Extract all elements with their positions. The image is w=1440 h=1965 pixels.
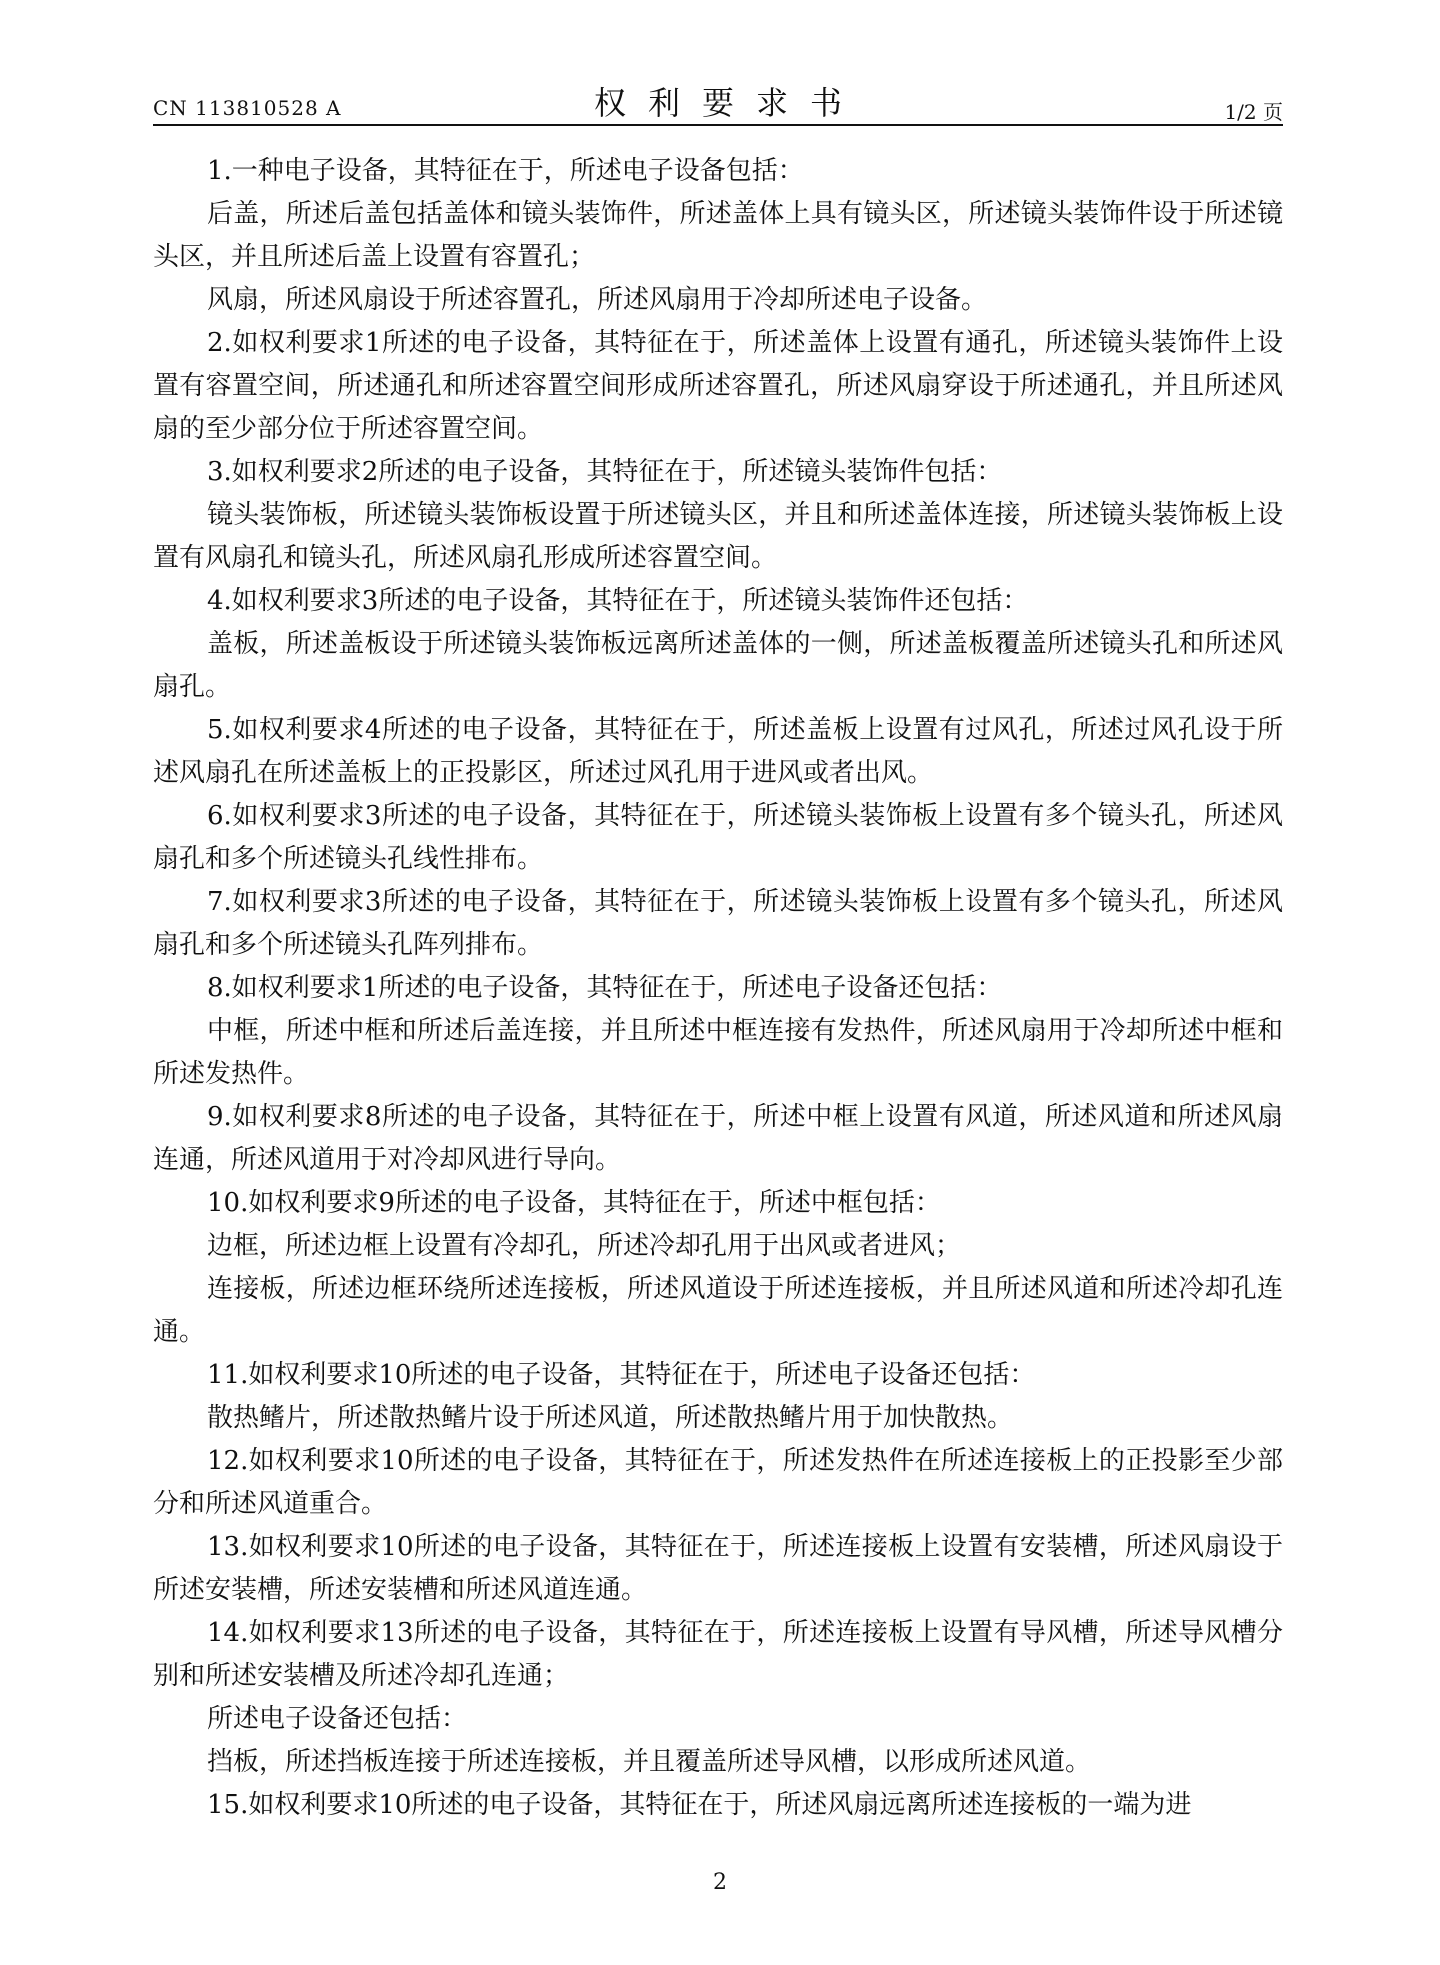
claim-paragraph: 3.如权利要求2所述的电子设备，其特征在于，所述镜头装饰件包括：: [207, 457, 1003, 487]
claim-paragraph: 边框，所述边框上设置有冷却孔，所述冷却孔用于出风或者进风；: [207, 1231, 962, 1261]
publication-number: CN 113810528 A: [153, 96, 342, 120]
claim-paragraph: 4.如权利要求3所述的电子设备，其特征在于，所述镜头装饰件还包括：: [207, 586, 1029, 616]
document-title: 权利要求书: [593, 84, 864, 122]
page-indicator: 1/2 页: [1224, 100, 1283, 124]
claim-paragraph: 1.一种电子设备，其特征在于，所述电子设备包括：: [207, 156, 804, 186]
claim-paragraph: 后盖，所述后盖包括盖体和镜头装饰件，所述盖体上具有镜头区，所述镜头装饰件设于所述镜头区，并且所述后盖上设置有容置孔；: [153, 199, 1283, 272]
claim-paragraph: 6.如权利要求3所述的电子设备，其特征在于，所述镜头装饰板上设置有多个镜头孔，所述风扇孔和多个所述镜头孔线性排布。: [153, 801, 1283, 874]
page-number: 2: [713, 1870, 727, 1895]
claim-paragraph: 11.如权利要求10所述的电子设备，其特征在于，所述电子设备还包括：: [207, 1360, 1036, 1390]
claim-paragraph: 13.如权利要求10所述的电子设备，其特征在于，所述连接板上设置有安装槽，所述风扇设于所述安装槽，所述安装槽和所述风道连通。: [153, 1532, 1283, 1605]
claim-paragraph: 15.如权利要求10所述的电子设备，其特征在于，所述风扇远离所述连接板的一端为进: [207, 1790, 1192, 1820]
claim-paragraph: 所述电子设备还包括：: [207, 1704, 468, 1734]
page-header: [153, 78, 1283, 124]
claim-paragraph: 2.如权利要求1所述的电子设备，其特征在于，所述盖体上设置有通孔，所述镜头装饰件上设置有容置空间，所述通孔和所述容置空间形成所述容置孔，所述风扇穿设于所述通孔，并且所述风扇的至少部分位于所述容置空间。: [153, 328, 1283, 444]
header-rule: [153, 124, 1283, 126]
claim-paragraph: 7.如权利要求3所述的电子设备，其特征在于，所述镜头装饰板上设置有多个镜头孔，所述风扇孔和多个所述镜头孔阵列排布。: [153, 887, 1283, 960]
claim-paragraph: 9.如权利要求8所述的电子设备，其特征在于，所述中框上设置有风道，所述风道和所述风扇连通，所述风道用于对冷却风进行导向。: [153, 1102, 1283, 1175]
claim-paragraph: 镜头装饰板，所述镜头装饰板设置于所述镜头区，并且和所述盖体连接，所述镜头装饰板上设置有风扇孔和镜头孔，所述风扇孔形成所述容置空间。: [153, 500, 1283, 573]
claim-paragraph: 5.如权利要求4所述的电子设备，其特征在于，所述盖板上设置有过风孔，所述过风孔设于所述风扇孔在所述盖板上的正投影区，所述过风孔用于进风或者出风。: [153, 715, 1283, 788]
claim-paragraph: 连接板，所述边框环绕所述连接板，所述风道设于所述连接板，并且所述风道和所述冷却孔连通。: [153, 1274, 1283, 1347]
claim-paragraph: 10.如权利要求9所述的电子设备，其特征在于，所述中框包括：: [207, 1188, 941, 1218]
claim-paragraph: 盖板，所述盖板设于所述镜头装饰板远离所述盖体的一侧，所述盖板覆盖所述镜头孔和所述风扇孔。: [153, 629, 1283, 702]
claim-paragraph: 14.如权利要求13所述的电子设备，其特征在于，所述连接板上设置有导风槽，所述导风槽分别和所述安装槽及所述冷却孔连通；: [153, 1618, 1283, 1691]
claims-body: [153, 150, 1283, 1827]
claim-paragraph: 挡板，所述挡板连接于所述连接板，并且覆盖所述导风槽，以形成所述风道。: [207, 1747, 1092, 1777]
claim-paragraph: 风扇，所述风扇设于所述容置孔，所述风扇用于冷却所述电子设备。: [207, 285, 988, 315]
claim-paragraph: 8.如权利要求1所述的电子设备，其特征在于，所述电子设备还包括：: [207, 973, 1003, 1003]
claim-paragraph: 中框，所述中框和所述后盖连接，并且所述中框连接有发热件，所述风扇用于冷却所述中框和所述发热件。: [153, 1016, 1283, 1089]
claim-paragraph: 12.如权利要求10所述的电子设备，其特征在于，所述发热件在所述连接板上的正投影至少部分和所述风道重合。: [153, 1446, 1283, 1519]
claim-paragraph: 散热鳍片，所述散热鳍片设于所述风道，所述散热鳍片用于加快散热。: [207, 1403, 1014, 1433]
